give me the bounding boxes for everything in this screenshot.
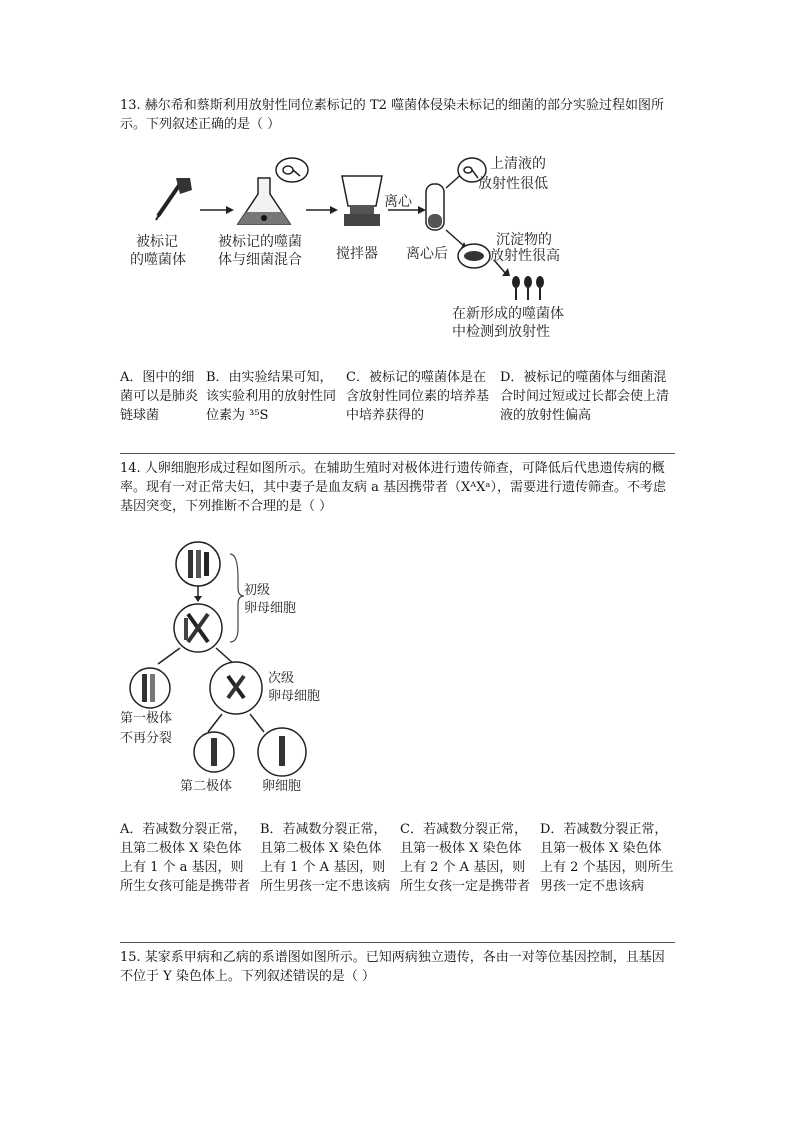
q14-option-d[interactable]: D．若减数分裂正常，且第一极体 X 染色体上有 2 个基因，则所生男孩一定不患该病 [540, 822, 674, 894]
q13-option-a[interactable]: A．图中的细菌可以是肺炎链球菌 [120, 370, 199, 423]
label-blender: 搅拌器 [336, 246, 378, 262]
secondary-oocyte-icon [210, 662, 262, 714]
q13-experiment-figure [118, 148, 588, 348]
label-new-phage-1: 在新形成的噬菌体 [452, 306, 564, 322]
q15-stem: 15. 某家系甲病和乙病的系谱图如图所示。已知两病独立遗传，各由一对等位基因控制，且基因不位于 Y 染色体上。下列叙述错误的是（ ） [120, 950, 665, 984]
q14-oogenesis-figure [118, 538, 358, 800]
divider [120, 453, 675, 454]
egg-cell-icon [258, 728, 306, 776]
blender-icon [342, 176, 382, 226]
label-primary-1: 初级 [244, 583, 271, 598]
label-secondary-1: 次级 [268, 671, 295, 686]
second-polar-body-icon [194, 732, 234, 772]
label-second-polar: 第二极体 [180, 779, 233, 794]
primary-oocyte-icon [174, 542, 222, 652]
label-precipitate-2: 放射性很高 [490, 248, 560, 264]
label-supernatant-2: 放射性很低 [478, 176, 548, 192]
first-polar-body-icon [130, 668, 170, 708]
label-mix-2: 体与细菌混合 [218, 252, 302, 268]
label-mix-1: 被标记的噬菌 [218, 234, 302, 250]
label-labeled-phage-1: 被标记 [136, 234, 178, 250]
q13-option-b[interactable]: B．由实验结果可知，该实验利用的放射性同位素为 ³⁵S [206, 370, 337, 423]
q14-option-b[interactable]: B．若减数分裂正常，且第二极体 X 染色体上有 1 个 A 基因，则所生男孩一定不患该病 [260, 822, 391, 894]
q14-stem: 14. 人卵细胞形成过程如图所示。在辅助生殖时对极体进行遗传筛查，可降低后代患遗传病的概率。现有一对正常夫妇，其中妻子是血友病 a 基因携带者（XᴬXᵃ），需要进行遗传筛查。不考虑基因突变，下列推断不合理的是（ ） [120, 461, 666, 514]
label-labeled-phage-2: 的噬菌体 [130, 252, 186, 268]
label-first-polar-1: 第一极体 [120, 711, 173, 726]
q13-option-d[interactable]: D．被标记的噬菌体与细菌混合时间过短或过长都会使上清液的放射性偏高 [500, 370, 670, 423]
q13-options [120, 368, 680, 425]
label-secondary-2: 卵母细胞 [268, 689, 321, 704]
new-phages-icon [512, 276, 544, 300]
precipitate-bubble-icon [458, 244, 490, 268]
label-supernatant-1: 上清液的 [490, 156, 546, 172]
q14-options [120, 820, 680, 896]
q13-option-c[interactable]: C．被标记的噬菌体是在含放射性同位素的培养基中培养获得的 [346, 370, 490, 423]
q13-stem: 13. 赫尔希和蔡斯利用放射性同位素标记的 T2 噬菌体侵染未标记的细菌的部分实验过程如图所示。下列叙述正确的是（ ） [120, 98, 665, 132]
label-after-centrifuge: 离心后 [406, 246, 448, 262]
label-primary-2: 卵母细胞 [244, 601, 297, 616]
label-new-phage-2: 中检测到放射性 [452, 324, 550, 340]
divider [120, 942, 675, 943]
label-precipitate-1: 沉淀物的 [496, 232, 552, 248]
brace [230, 554, 244, 642]
q14-option-a[interactable]: A．若减数分裂正常，且第二极体 X 染色体上有 1 个 a 基因，则所生女孩可能是携带者 [120, 822, 251, 894]
centrifuge-tube-icon [426, 184, 444, 230]
label-centrifuge: 离心 [384, 194, 412, 210]
label-first-polar-2: 不再分裂 [120, 731, 173, 746]
phage-bacteria-bubble-icon [276, 158, 308, 182]
label-egg: 卵细胞 [262, 779, 302, 794]
q14-option-c[interactable]: C．若减数分裂正常，且第一极体 X 染色体上有 2 个 A 基因，则所生女孩一定是携带者 [400, 822, 531, 894]
